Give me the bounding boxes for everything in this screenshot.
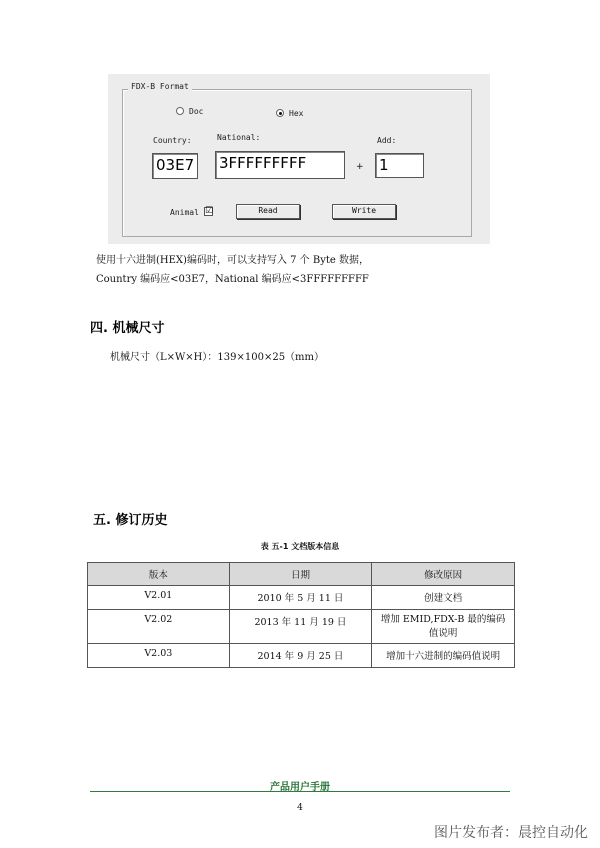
- publisher-watermark: 图片发布者：晨控自动化: [434, 825, 588, 841]
- footer-title: 产品用户手册: [270, 782, 330, 793]
- table-row: [88, 610, 515, 644]
- write-button[interactable]: Write: [332, 204, 396, 219]
- column-header: 日期: [229, 563, 372, 586]
- read-button[interactable]: Read: [236, 204, 300, 219]
- hex-radio-label: Hex: [289, 109, 304, 118]
- table-row: [88, 644, 515, 668]
- group-title: FDX-B Format: [128, 82, 192, 91]
- country-field[interactable]: 03E7: [152, 153, 198, 179]
- table-row: [88, 586, 515, 610]
- reason-cell: 创建文档: [372, 586, 515, 610]
- doc-radio-label: Doc: [189, 107, 204, 116]
- hex-note-line1: 使用十六进制(HEX)编码时，可以支持写入 7 个 Byte 数据，: [96, 255, 369, 266]
- column-header: 修改原因: [372, 563, 515, 586]
- add-field[interactable]: 1: [375, 153, 424, 178]
- column-header: 版本: [88, 563, 230, 586]
- version-cell: V2.01: [88, 586, 230, 610]
- date-cell: 2014 年 9 月 25 日: [229, 644, 372, 668]
- reason-cell: 增加 EMID,FDX-B 最的编码值说明: [372, 610, 515, 644]
- national-field[interactable]: 3FFFFFFFFF: [215, 151, 345, 179]
- page-number: 4: [297, 803, 303, 813]
- section-5-heading: 五. 修订历史: [93, 513, 168, 528]
- mechanical-size-text: 机械尺寸（L×W×H）：139×100×25（mm）: [110, 352, 325, 363]
- hex-radio[interactable]: [276, 109, 284, 117]
- animal-label: Animal: [170, 208, 199, 217]
- reason-cell: 增加十六进制的编码值说明: [372, 644, 515, 668]
- doc-radio[interactable]: [176, 107, 184, 115]
- add-label: Add:: [377, 136, 397, 145]
- date-cell: 2013 年 11 月 19 日: [229, 610, 372, 644]
- date-cell: 2010 年 5 月 11 日: [229, 586, 372, 610]
- revision-history-table: [87, 562, 515, 668]
- version-cell: V2.02: [88, 610, 230, 644]
- plus-sign: +: [356, 162, 364, 172]
- table-caption: 表 五-1 文档版本信息: [260, 542, 340, 551]
- version-cell: V2.03: [88, 644, 230, 668]
- table-header-row: [88, 563, 515, 586]
- footer-divider: [90, 791, 510, 792]
- country-label: Country:: [153, 136, 192, 145]
- national-label: National:: [217, 133, 261, 142]
- hex-note-line2: Country 编码应<03E7，National 编码应<3FFFFFFFFF: [96, 274, 369, 285]
- section-4-heading: 四. 机械尺寸: [90, 321, 165, 336]
- animal-checkbox[interactable]: ☑: [205, 206, 214, 216]
